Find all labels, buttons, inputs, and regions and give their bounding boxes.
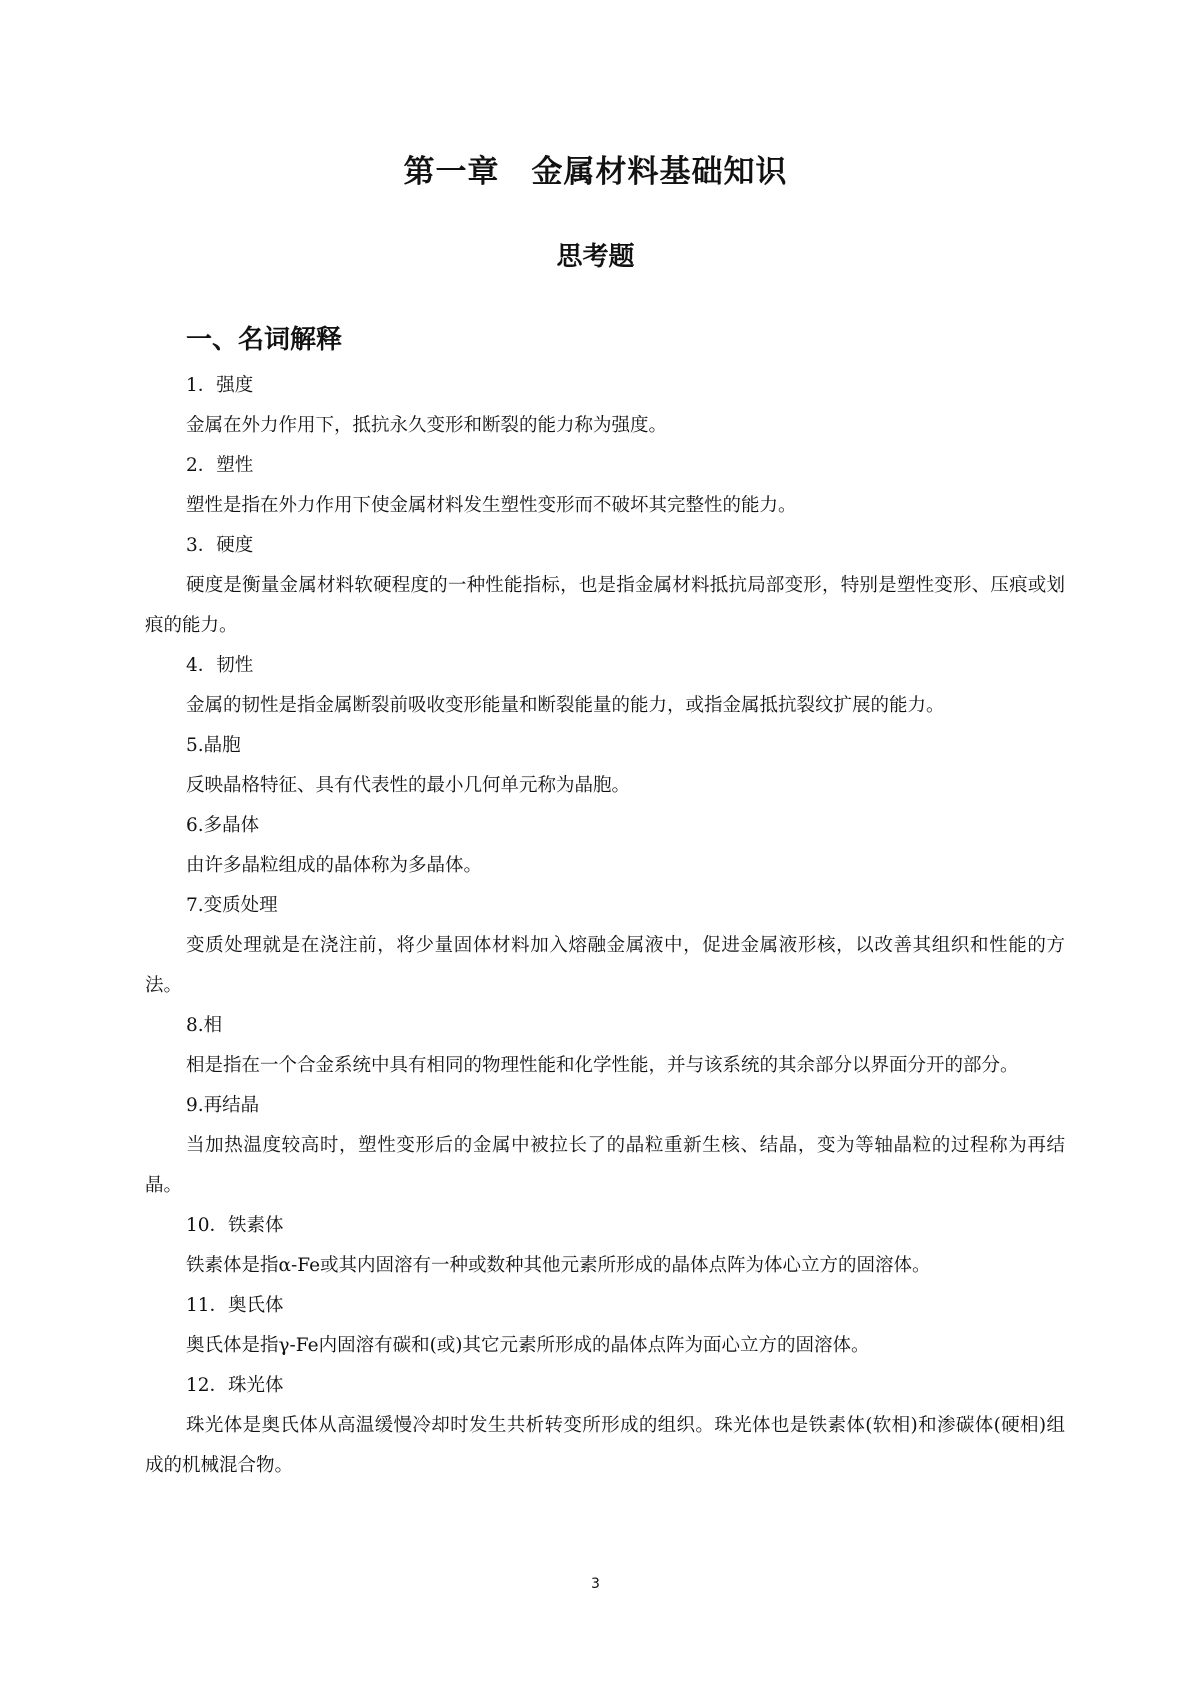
glossary-entry (145, 646, 1065, 726)
glossary-entry (145, 1086, 1065, 1206)
glossary-entry (145, 726, 1065, 806)
glossary-entry (145, 366, 1065, 446)
glossary-entry (145, 886, 1065, 1006)
subtitle: 思考题 (556, 242, 635, 272)
glossary-entry (145, 526, 1065, 646)
glossary-entry (145, 1006, 1065, 1086)
term-label: 9.再结晶 (186, 1095, 260, 1116)
term-definition: 相是指在一个合金系统中具有相同的物理性能和化学性能，并与该系统的其余部分以界面分开的部分。 (186, 1055, 1019, 1076)
page-number: 3 (591, 1576, 600, 1592)
glossary-entry (145, 806, 1065, 886)
term-definition: 珠光体是奥氏体从高温缓慢冷却时发生共析转变所形成的组织。珠光体也是铁素体(软相)和渗碳体(硬相)组成的机械混合物。 (145, 1415, 1065, 1476)
glossary-entry (145, 1366, 1065, 1486)
term-label: 5.晶胞 (186, 735, 241, 756)
term-definition: 由许多晶粒组成的晶体称为多晶体。 (186, 855, 483, 876)
term-definition: 变质处理就是在浇注前，将少量固体材料加入熔融金属液中，促进金属液形核，以改善其组织和性能的方法。 (145, 935, 1065, 996)
chapter-title: 第一章 金属材料基础知识 (403, 154, 788, 190)
glossary-list (145, 366, 1065, 1486)
term-definition: 塑性是指在外力作用下使金属材料发生塑性变形而不破坏其完整性的能力。 (186, 495, 797, 516)
term-label: 6.多晶体 (186, 815, 260, 836)
term-label: 8.相 (186, 1015, 223, 1036)
term-label: 1．强度 (186, 375, 254, 396)
term-label: 10．铁素体 (186, 1215, 284, 1236)
term-label: 12．珠光体 (186, 1375, 284, 1396)
glossary-entry (145, 446, 1065, 526)
term-label: 4．韧性 (186, 655, 254, 676)
term-definition: 当加热温度较高时，塑性变形后的金属中被拉长了的晶粒重新生核、结晶，变为等轴晶粒的过程称为再结晶。 (145, 1135, 1065, 1196)
glossary-entry (145, 1286, 1065, 1366)
term-definition: 金属的韧性是指金属断裂前吸收变形能量和断裂能量的能力，或指金属抵抗裂纹扩展的能力。 (186, 695, 945, 716)
term-label: 2．塑性 (186, 455, 254, 476)
term-label: 11．奥氏体 (186, 1295, 284, 1316)
term-definition: 铁素体是指α-Fe或其内固溶有一种或数种其他元素所形成的晶体点阵为体心立方的固溶体。 (186, 1255, 931, 1276)
term-definition: 反映晶格特征、具有代表性的最小几何单元称为晶胞。 (186, 775, 631, 796)
glossary-entry (145, 1206, 1065, 1286)
term-definition: 硬度是衡量金属材料软硬程度的一种性能指标，也是指金属材料抵抗局部变形，特别是塑性变形、压痕或划痕的能力。 (145, 575, 1065, 636)
section-heading: 一、名词解释 (186, 325, 343, 355)
term-label: 3．硬度 (186, 535, 254, 556)
term-definition: 金属在外力作用下，抵抗永久变形和断裂的能力称为强度。 (186, 415, 668, 436)
term-definition: 奥氏体是指γ-Fe内固溶有碳和(或)其它元素所形成的晶体点阵为面心立方的固溶体。 (186, 1335, 870, 1356)
term-label: 7.变质处理 (186, 895, 278, 916)
